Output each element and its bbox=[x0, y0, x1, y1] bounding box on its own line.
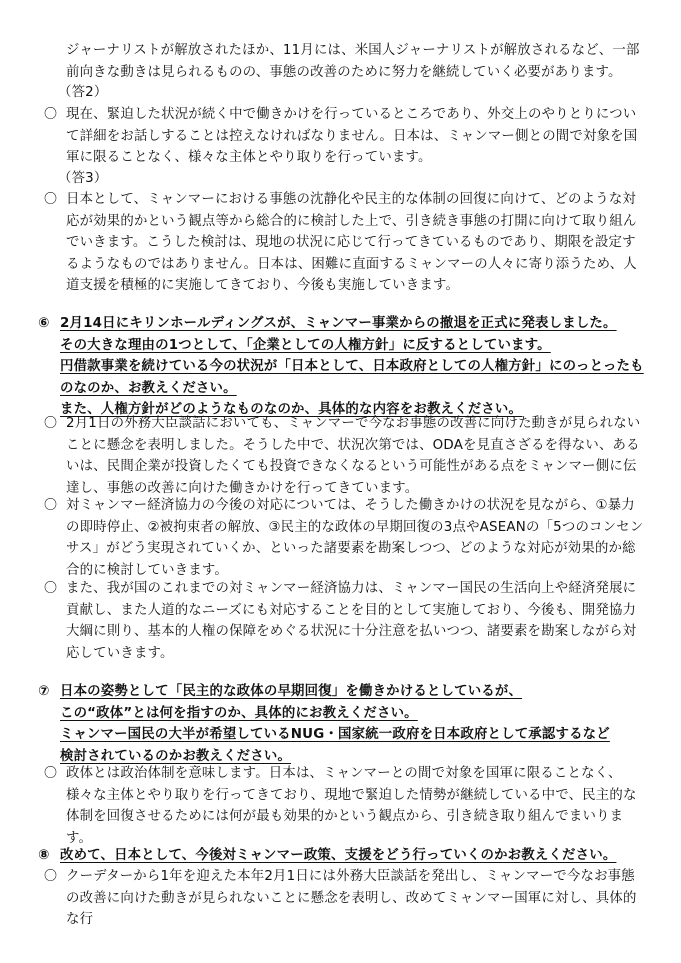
answer-3-item bbox=[44, 189, 644, 297]
question-8 bbox=[38, 845, 648, 867]
bullet-circle-icon: 〇 bbox=[44, 869, 58, 884]
answer-7-text: 政体とは政治体制を意味します。日本は、ミャンマーとの間で対象を国軍に限ることなく、様々な主体とやり取りを行ってきており、現地で緊迫した情勢が継続している中で、民主的な体制を回復させるためには何が最も効果的かという観点から、引き続き取り組んでまいります。 bbox=[66, 766, 637, 846]
answer-8-item bbox=[44, 866, 644, 931]
answer-7-item bbox=[44, 763, 644, 849]
bullet-circle-icon: 〇 bbox=[44, 498, 58, 513]
answer-8-text: クーデターから1年を迎えた本年2月1日には外務大臣談話を発出し、ミャンマーで今なお事態の改善に向けた動きが見られないことに懸念を表明し、改めてミャンマー国軍に対し、具体的な行 bbox=[66, 869, 637, 927]
question-8-number: ⑧ bbox=[38, 848, 50, 863]
question-7-number: ⑦ bbox=[38, 684, 50, 699]
bullet-circle-icon: 〇 bbox=[44, 192, 58, 207]
answer-6-item-3 bbox=[44, 578, 644, 664]
question-7 bbox=[38, 681, 648, 767]
bullet-circle-icon: 〇 bbox=[44, 107, 58, 122]
intro-paragraph: ジャーナリストが解放されたほか、11月には、米国人ジャーナリストが解放されるなど、一部前向きな動きは見られるものの、事態の改善のために努力を継続していく必要があります。 bbox=[66, 43, 640, 80]
question-6-line-3: 円借款事業を続けている今の状況が「日本として、日本政府としての人権方針」にのっとったものなのか、お教えください。 bbox=[60, 359, 644, 396]
answer-6-item-2 bbox=[44, 495, 644, 581]
question-6-line-2: その大きな理由の1つとして、「企業としての人権方針」に反するとしています。 bbox=[60, 337, 551, 353]
question-7-line-3: ミャンマー国民の大半が希望しているNUG・国家統一政府を日本政府として承認するなど bbox=[60, 727, 610, 742]
answer-2-label: （答2） bbox=[58, 85, 108, 100]
answer-3-label: （答3） bbox=[58, 171, 108, 186]
bullet-circle-icon: 〇 bbox=[44, 416, 58, 431]
answer-6-item-1 bbox=[44, 413, 644, 499]
question-6 bbox=[38, 313, 648, 421]
question-6-line-4: また、人権方針がどのようなものなのか、具体的な内容をお教えください。 bbox=[60, 402, 523, 417]
question-7-line-2: この“政体”とは何を指すのか、具体的にお教えください。 bbox=[60, 705, 418, 721]
answer-2-item bbox=[44, 104, 644, 169]
question-8-line-1: 改めて、日本として、今後対ミャンマー政策、支援をどう行っていくのかお教えください。 bbox=[60, 848, 617, 863]
bullet-circle-icon: 〇 bbox=[44, 766, 58, 781]
answer-2-text: 現在、緊迫した状況が続く中で働きかけを行っているところであり、外交上のやりとりについて詳細をお話しすることは控えなければなりません。日本は、ミャンマー側との間で対象を国軍に限ることなく、様々な主体とやり取りを行っています。 bbox=[66, 107, 638, 165]
question-7-line-4: 検討されているのかお教えください。 bbox=[60, 748, 292, 764]
bullet-circle-icon: 〇 bbox=[44, 581, 58, 596]
question-6-number: ⑥ bbox=[38, 316, 50, 331]
answer-6-text-1: 2月1日の外務大臣談話においても、ミャンマーで今なお事態の改善に向けた動きが見られないことに懸念を表明しました。そうした中で、状況次第では、ODAを見直さざるを得ない、あるいは、民間企業が投資したくても投資できなくなるという可能性がある点をミャンマー側に伝達し、事態の改善に向けた働きかけを行ってきています。 bbox=[66, 416, 641, 496]
answer-3-text: 日本として、ミャンマーにおける事態の沈静化や民主的な体制の回復に向けて、どのような対応が効果的かという観点等から総合的に検討した上で、引き続き事態の打開に向けて取り組んでいきます。こうした検討は、現地の状況に応じて行ってきているものであり、期限を設定するようなものではありません。日本は、困難に直面するミャンマーの人々に寄り添うため、人道支援を積極的に実施してきており、今後も実施していきます。 bbox=[66, 192, 637, 293]
answer-6-text-3: また、我が国のこれまでの対ミャンマー経済協力は、ミャンマー国民の生活向上や経済発展に貢献し、また人道的なニーズにも対応することを目的として実施しており、今後も、開発協力大綱に則り、基本的人権の保障をめぐる状況に十分注意を払いつつ、諸要素を勘案しながら対応していきます。 bbox=[66, 581, 637, 661]
question-6-line-1: 2月14日にキリンホールディングスが、ミャンマー事業からの撤退を正式に発表しました。 bbox=[60, 316, 617, 331]
question-7-line-1: 日本の姿勢として「民主的な政体の早期回復」を働きかけるとしているが、 bbox=[60, 684, 523, 699]
answer-6-text-2: 対ミャンマー経済協力の今後の対応については、そうした働きかけの状況を見ながら、①暴力の即時停止、②被拘束者の解放、③民主的な政体の早期回復の3点やASEANの「5つのコンセンサス」がどう実現されていくか、といった諸要素を勘案しつつ、どのような対応が効果的か総合的に検討していきます。 bbox=[66, 498, 644, 578]
